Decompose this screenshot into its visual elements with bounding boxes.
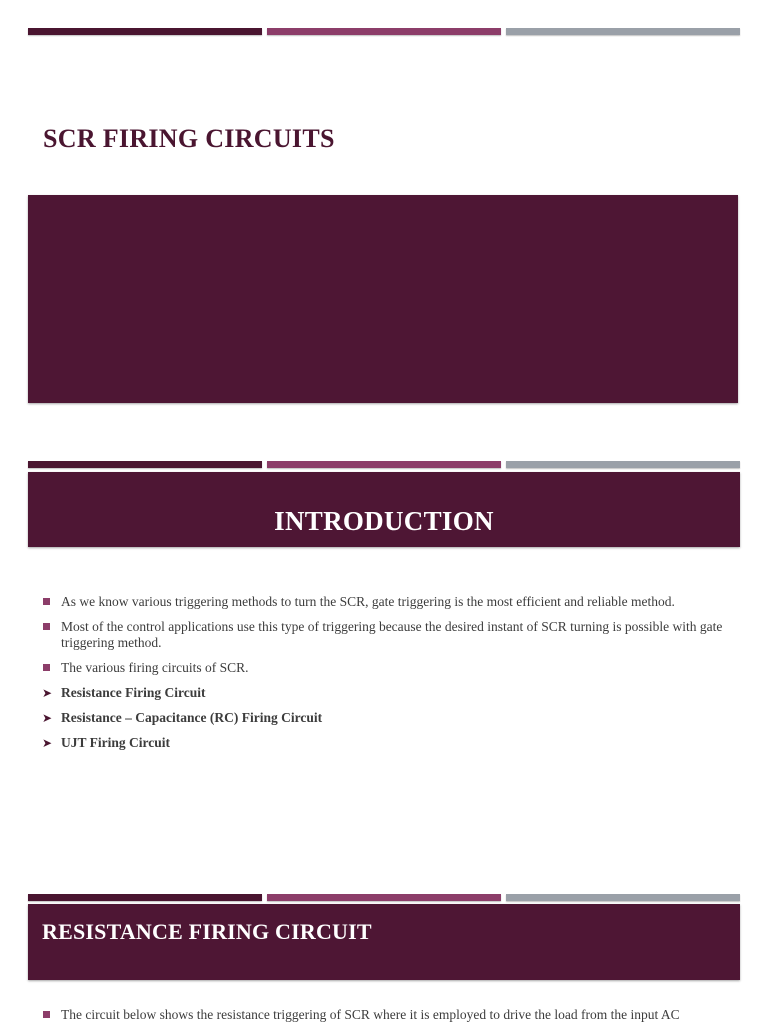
bullet-text: UJT Firing Circuit bbox=[61, 735, 171, 750]
slide1-accent-stripes bbox=[28, 28, 740, 36]
bullet-text: Resistance Firing Circuit bbox=[61, 685, 206, 700]
accent-stripe-mid bbox=[267, 461, 501, 468]
list-item bbox=[42, 660, 732, 676]
arrow-bullet-icon: ➤ bbox=[42, 711, 53, 725]
slide3-heading: RESISTANCE FIRING CIRCUIT bbox=[42, 919, 372, 944]
accent-stripe-mid bbox=[267, 894, 501, 901]
list-item-sub bbox=[42, 710, 732, 726]
square-bullet-icon bbox=[43, 1011, 50, 1018]
list-item bbox=[42, 619, 732, 651]
square-bullet-icon bbox=[43, 664, 50, 671]
accent-stripe-gray bbox=[506, 461, 740, 468]
accent-stripe-dark bbox=[28, 461, 262, 468]
slide3-title-band bbox=[28, 904, 740, 980]
arrow-bullet-icon: ➤ bbox=[42, 686, 53, 700]
bullet-text: Resistance – Capacitance (RC) Firing Circuit bbox=[61, 710, 323, 725]
list-item bbox=[42, 1007, 742, 1023]
slide2-heading: INTRODUCTION bbox=[274, 506, 494, 536]
square-bullet-icon bbox=[43, 623, 50, 630]
bullet-text: The various firing circuits of SCR. bbox=[61, 660, 249, 675]
bullet-text: As we know various triggering methods to turn the SCR, gate triggering is the most efficient and reliable method. bbox=[61, 594, 675, 609]
accent-stripe-dark bbox=[28, 894, 262, 901]
slide3-accent-stripes bbox=[28, 894, 740, 902]
accent-stripe-gray bbox=[506, 894, 740, 901]
arrow-bullet-icon: ➤ bbox=[42, 736, 53, 750]
bullet-text: Most of the control applications use this type of triggering because the desired instant of SCR turning is possible with gate triggering method. bbox=[61, 619, 723, 650]
accent-stripe-mid bbox=[267, 28, 501, 35]
list-item-sub bbox=[42, 685, 732, 701]
accent-stripe-dark bbox=[28, 28, 262, 35]
square-bullet-icon bbox=[43, 598, 50, 605]
accent-stripe-gray bbox=[506, 28, 740, 35]
slide2-accent-stripes bbox=[28, 461, 740, 469]
slide2-bullet-list bbox=[42, 594, 732, 760]
slide2-title-band bbox=[28, 472, 740, 547]
list-item bbox=[42, 594, 732, 610]
slide1-color-block bbox=[28, 195, 738, 403]
list-item-sub bbox=[42, 735, 732, 751]
bullet-text: The circuit below shows the resistance triggering of SCR where it is employed to drive the load from the input AC bbox=[61, 1007, 680, 1022]
slide1-title: SCR FIRING CIRCUITS bbox=[43, 124, 335, 153]
slide3-bullet-list bbox=[42, 1007, 742, 1023]
